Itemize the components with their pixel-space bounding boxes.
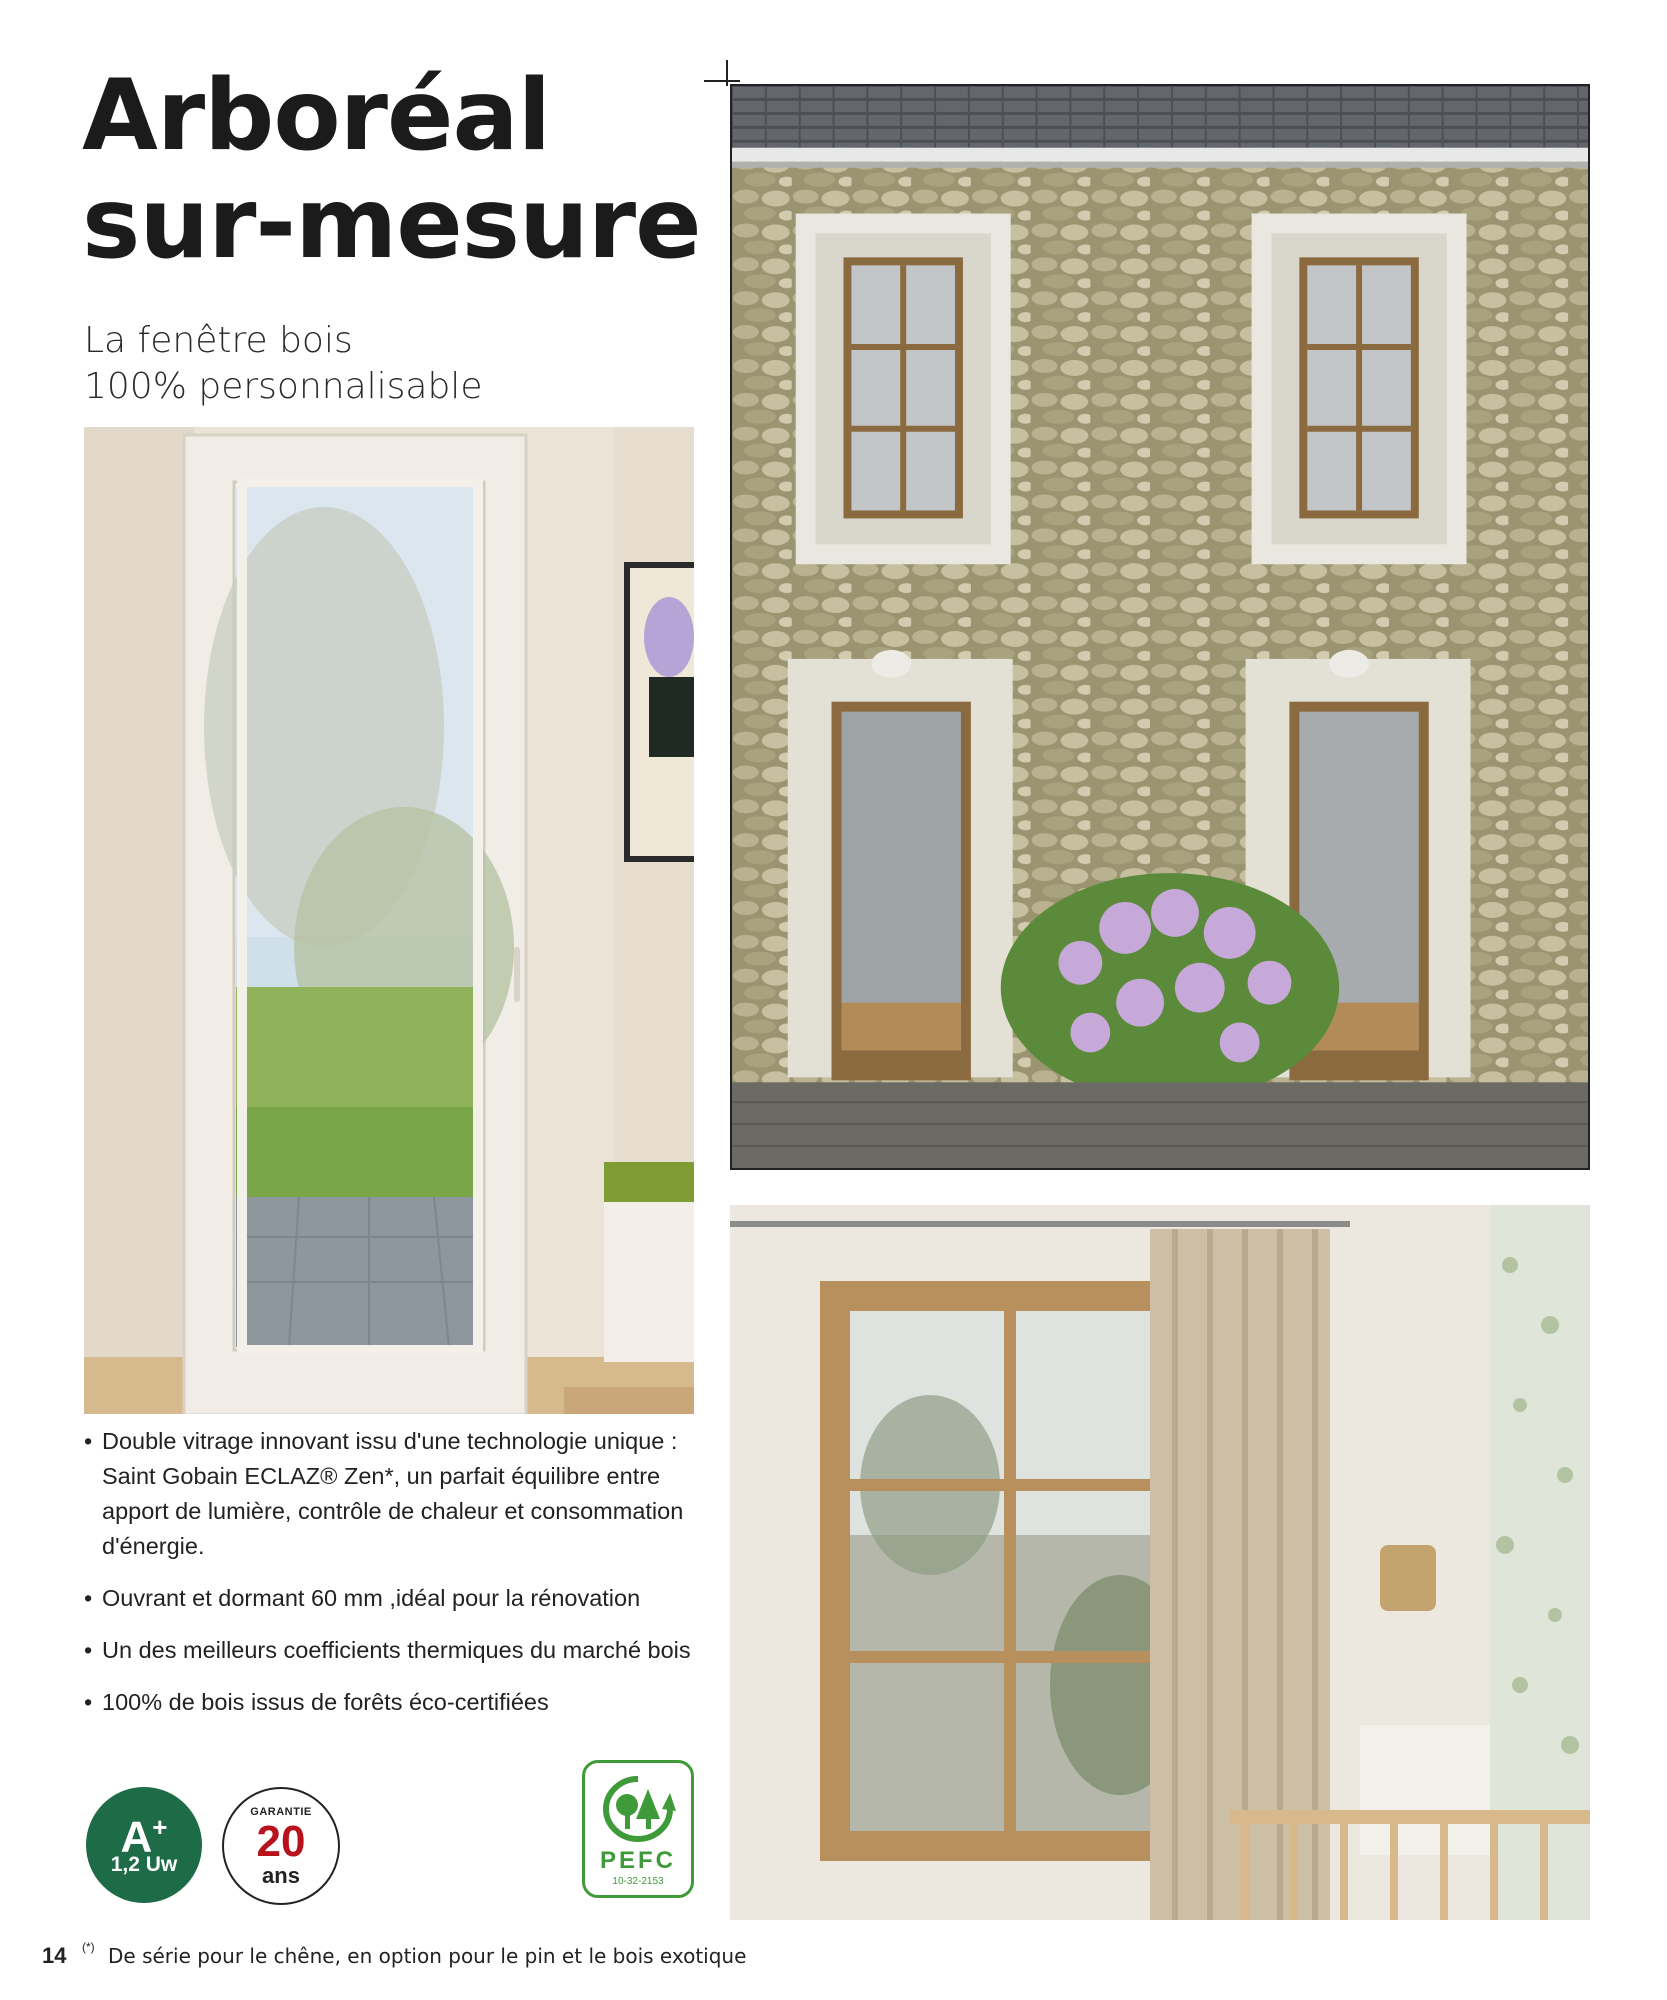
subtitle-line-1: La fenêtre bois (84, 320, 353, 361)
feature-item: • Un des meilleurs coefficients thermiques du marché bois (84, 1633, 724, 1668)
guarantee-unit: ans (262, 1863, 300, 1888)
guarantee-label: GARANTIE (250, 1806, 312, 1818)
feature-list (84, 1424, 724, 1737)
footnote-marker: (*) (82, 1940, 95, 1954)
crop-mark (704, 80, 740, 82)
facade-photo (730, 84, 1590, 1170)
guarantee-badge (222, 1787, 340, 1905)
energy-grade: A+ (120, 1812, 168, 1862)
page-number: 14 (42, 1943, 67, 1968)
footnote: De série pour le chêne, en option pour le pin et le bois exotique (108, 1944, 747, 1968)
pefc-certification-badge (582, 1760, 694, 1898)
crop-mark (726, 60, 728, 86)
feature-item: • 100% de bois issus de forêts éco-certifiées (84, 1685, 724, 1720)
energy-value: 1,2 Uw (110, 1853, 178, 1876)
subtitle-line-2: 100% personnalisable (84, 366, 483, 407)
pefc-tree-icon (600, 1775, 676, 1843)
feature-item: • Ouvrant et dormant 60 mm ,idéal pour la rénovation (84, 1581, 724, 1616)
title-line-1: Arboréal (82, 59, 551, 173)
pefc-label: PEFC (599, 1847, 676, 1874)
guarantee-years: 20 (256, 1817, 306, 1866)
page-title (82, 59, 701, 281)
energy-rating-badge (86, 1787, 202, 1903)
pefc-code: 10-32-2153 (612, 1876, 664, 1887)
page-subtitle (84, 318, 482, 410)
bedroom-photo (730, 1205, 1590, 1920)
title-line-2: sur-mesure (82, 167, 701, 281)
door-photo (84, 427, 694, 1414)
feature-item: • Double vitrage innovant issu d'une technologie unique : Saint Gobain ECLAZ® Zen*, un parfait équilibre entre apport de lumière, contrôle de chaleur et consommation d'énergie. (84, 1424, 724, 1564)
